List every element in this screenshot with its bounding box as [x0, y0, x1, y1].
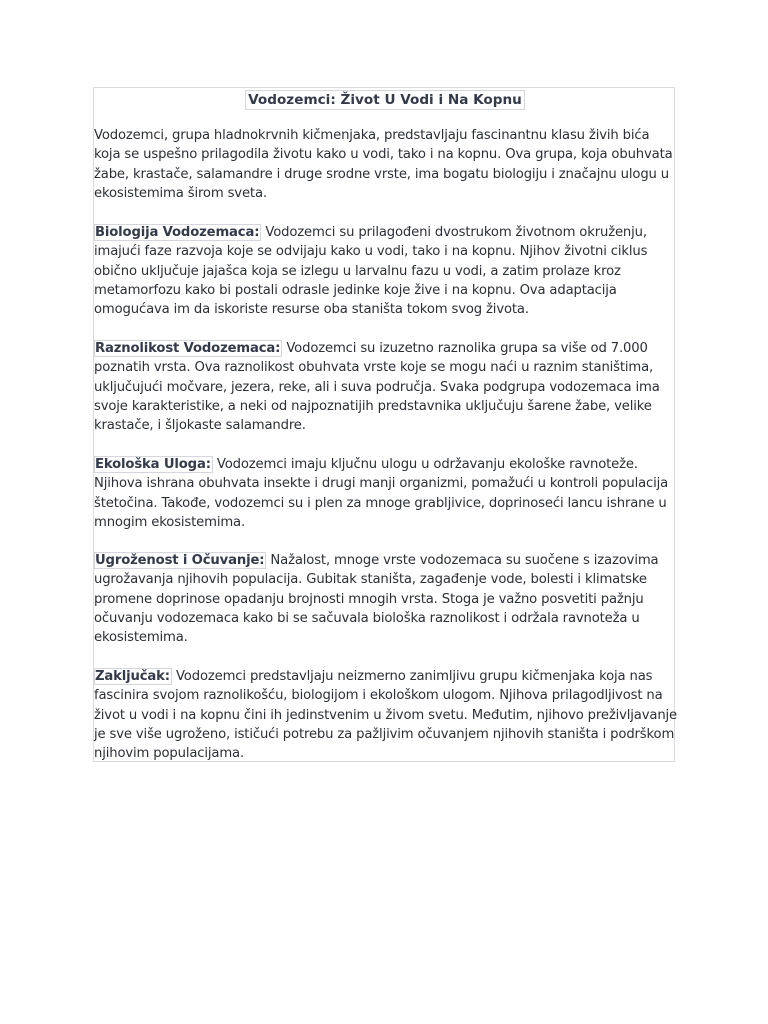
document-title: Vodozemci: Život U Vodi i Na Kopnu [245, 90, 525, 110]
section-conclusion [94, 667, 678, 763]
section-heading: Ugroženost i Očuvanje: [95, 553, 265, 568]
section-text: Vodozemci imaju ključnu ulogu u održavanju ekološke ravnoteže. Njihova ishrana obuhvata insekte i drugi manji organizmi, pomažući u kontroli populacija štetočina. Takođe, vodozemci su i plen za mnoge grabljivice, doprinoseći lancu ishrane u mnogim ekosistemima. [94, 457, 669, 530]
document-frame [93, 87, 678, 762]
section-ecology [94, 455, 678, 532]
section-text: Vodozemci su prilagođeni dvostrukom životnom okruženju, imajući faze razvoja koje se odvijaju kako u vodi, tako i na kopnu. Njihov životni ciklus obično uključuje jajašca koja se izlegu u larvalnu fazu u vodi, a zatim prolaze kroz metamorfozu kako bi postali odrasle jedinke koje žive i na kopnu. Ova adaptacija omogućava im da iskoriste resurse oba staništa tokom svog života. [94, 225, 648, 318]
section-heading: Zaključak: [95, 669, 170, 684]
section-text: Vodozemci predstavljaju neizmerno zanimljivu grupu kičmenjaka koja nas fascinira svojom raznolikošću, biologijom i ekološkom ulogom. Njihova prilagodljivost na život u vodi i na kopnu čini ih jedinstvenim u živom svetu. Međutim, njihovo preživljavanje je sve više ugroženo, ističući potrebu za pažljivim očuvanjem njihovih staništa i podrškom njihovim populacijama. [94, 669, 678, 762]
section-biology [94, 223, 678, 319]
section-text: Vodozemci su izuzetno raznolika grupa sa više od 7.000 poznatih vrsta. Ova raznolikost obuhvata vrste koje se mogu naći u raznim staništima, uključujući močvare, jezera, reke, ali i suva područja. Svaka podgrupa vodozemaca ima svoje karakteristike, a neki od najpoznatijih predstavnika uključuju šarene žabe, velike krastače, i šljokaste salamandre. [94, 341, 660, 434]
section-conservation [94, 551, 678, 647]
section-diversity [94, 339, 678, 435]
section-heading: Biologija Vodozemaca: [95, 225, 260, 240]
section-heading: Ekološka Uloga: [95, 457, 211, 472]
section-heading: Raznolikost Vodozemaca: [95, 341, 281, 356]
section-text: Nažalost, mnoge vrste vodozemaca su suočene s izazovima ugrožavanja njihovih populacija. Gubitak staništa, zagađenje vode, bolesti i klimatske promene doprinose opadanju brojnosti mnogih vrsta. Stoga je važno posvetiti pažnju očuvanju vodozemaca kako bi se sačuvala biološka raznolikost i održala ravnoteža u ekosistemima. [94, 553, 659, 646]
intro-paragraph: Vodozemci, grupa hladnokrvnih kičmenjaka, predstavljaju fascinantnu klasu živih bića koja se uspešno prilagodila životu kako u vodi, tako i na kopnu. Ova grupa, koja obuhvata žabe, krastače, salamandre i druge srodne vrste, ima bogatu biologiju i značajnu ulogu u ekosistemima širom sveta. [94, 128, 673, 201]
title-row [94, 88, 676, 112]
